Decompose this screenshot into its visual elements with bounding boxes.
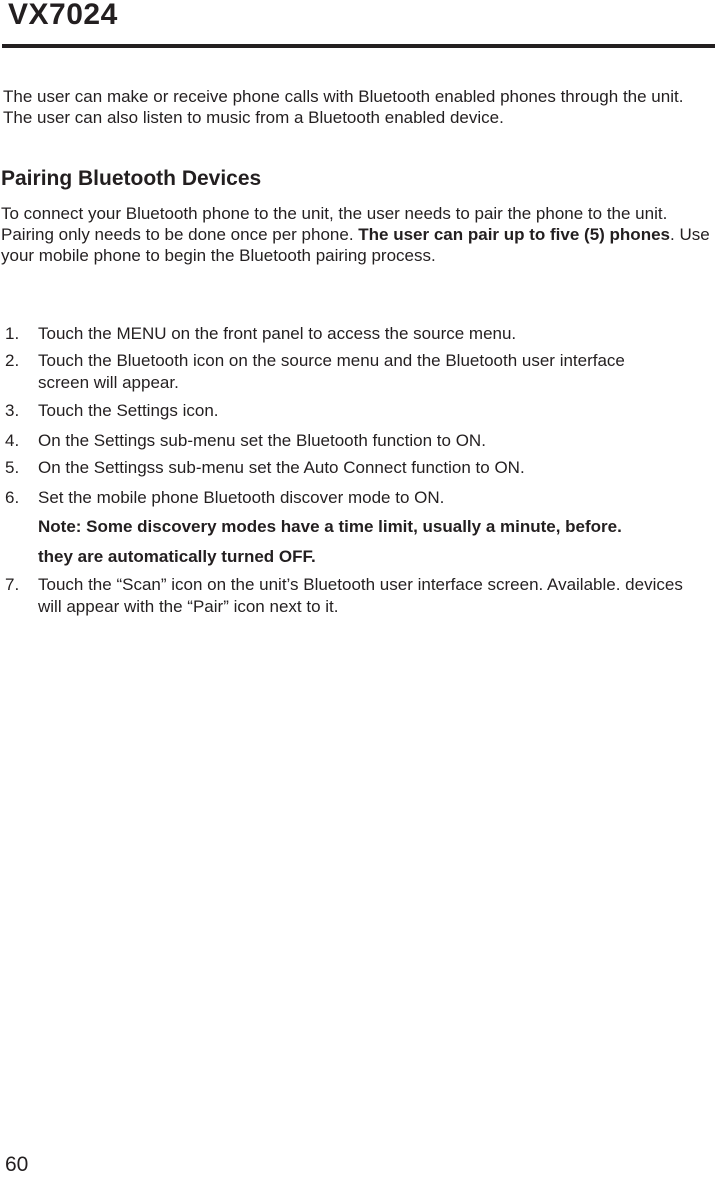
step-item-1: [5, 323, 710, 345]
intro-paragraph: The user can make or receive phone calls with Bluetooth enabled phones through the unit. The user can also listen to music from a Bluetooth enabled device.: [3, 87, 684, 127]
step-item-7: [5, 574, 710, 618]
step-text: Touch the “Scan” icon on the unit’s Bluetooth user interface screen. Available. devices will appear with the “Pair” icon next to it.: [38, 575, 683, 616]
step-item-6: [5, 487, 710, 509]
pairing-text-after: . Use your mobile phone to begin the Bluetooth pairing process.: [1, 225, 710, 265]
step-number: 3.: [5, 401, 20, 420]
step-number: 6.: [5, 488, 20, 507]
step-item-4: [5, 430, 710, 452]
step-text: Touch the MENU on the front panel to access the source menu.: [38, 324, 517, 343]
step-text: On the Settings sub-menu set the Bluetooth function to ON.: [38, 431, 486, 450]
pairing-paragraph: [1, 203, 711, 266]
step-number: 7.: [5, 575, 20, 594]
pairing-bold-text: The user can pair up to five (5) phones: [358, 225, 670, 244]
pairing-text-before: To connect your Bluetooth phone to the unit, the user needs to pair the phone to the unit. Pairing only needs to be done once per phone.: [1, 204, 668, 244]
step-text: Set the mobile phone Bluetooth discover mode to ON.: [38, 488, 445, 507]
step-number: 2.: [5, 351, 20, 370]
step-text: Touch the Settings icon.: [38, 401, 219, 420]
step-text: On the Settingss sub-menu set the Auto Connect function to ON.: [38, 458, 525, 477]
step-number: 1.: [5, 324, 20, 343]
step-number: 5.: [5, 458, 20, 477]
step-number: 4.: [5, 431, 20, 450]
page-number: 60: [5, 1153, 29, 1176]
step-item-3: [5, 400, 710, 422]
section-heading: Pairing Bluetooth Devices: [1, 167, 262, 190]
step-text: Touch the Bluetooth icon on the source menu and the Bluetooth user interface screen will appear.: [38, 351, 625, 392]
header-rule: [2, 44, 715, 48]
document-model-title: VX7024: [8, 0, 118, 31]
step-item-5: [5, 457, 710, 479]
note-line-1: Note: Some discovery modes have a time limit, usually a minute, before.: [38, 517, 622, 536]
note-line-2: they are automatically turned OFF.: [38, 547, 316, 566]
step-item-2: [5, 350, 710, 394]
